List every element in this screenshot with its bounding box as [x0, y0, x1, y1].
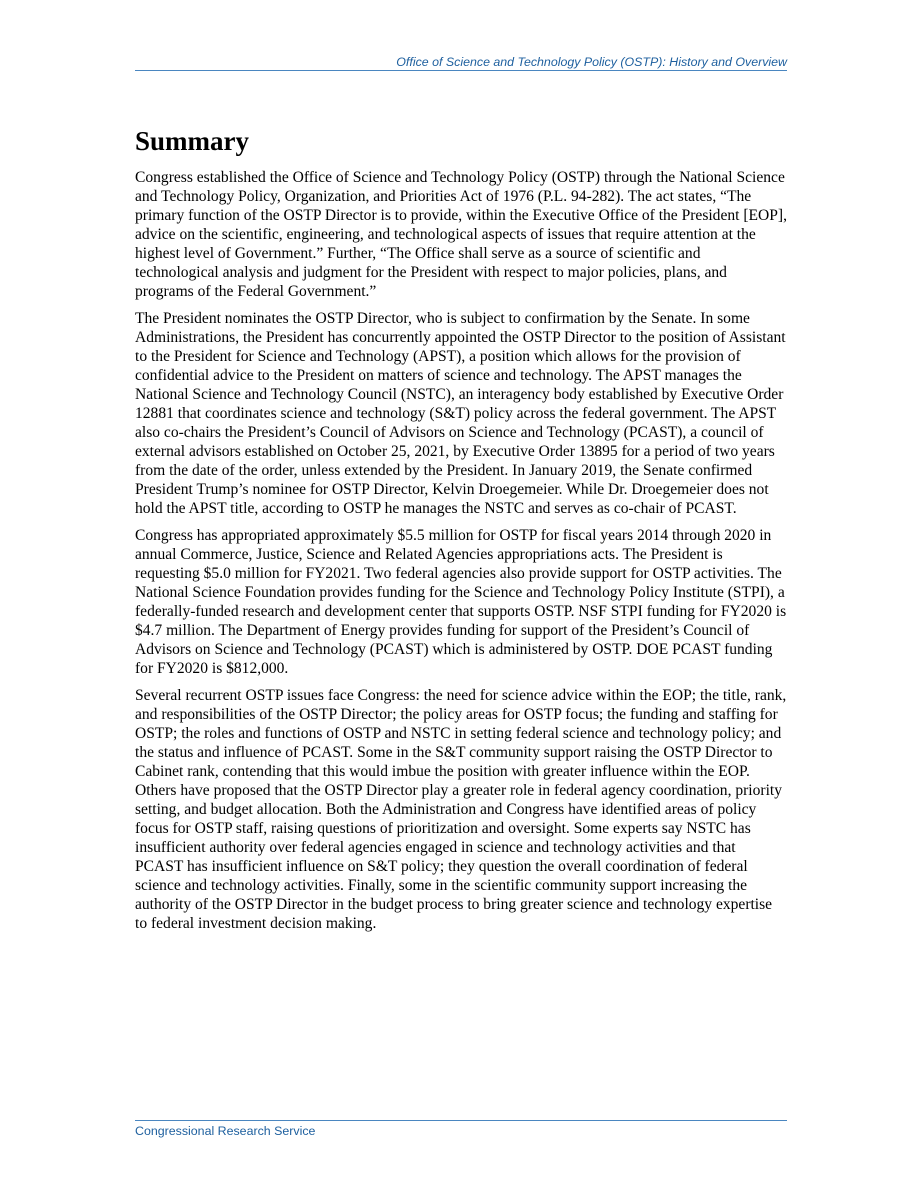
- running-footer-publisher: Congressional Research Service: [135, 1124, 316, 1138]
- header-divider: [135, 70, 787, 71]
- summary-paragraph-2: The President nominates the OSTP Director, who is subject to confirmation by the Senate. In some Administrations, the President has concurrently appointed the OSTP Director to the position of Assistant to the President for Science and Technology (APST), a position which allows for the provision of confidential advice to the President on matters of science and technology. The APST manages the National Science and Technology Council (NSTC), an interagency body established by Executive Order 12881 that coordinates science and technology (S&T) policy across the federal government. The APST also co-chairs the President’s Council of Advisors on Science and Technology (PCAST), a council of external advisors established on October 25, 2021, by Executive Order 13895 for a period of two years from the date of the order, unless extended by the President. In January 2019, the Senate confirmed President Trump’s nominee for OSTP Director, Kelvin Droegemeier. While Dr. Droegemeier does not hold the APST title, according to OSTP he manages the NSTC and serves as co-chair of PCAST.: [135, 310, 786, 517]
- footer-divider: [135, 1120, 787, 1121]
- summary-body: [135, 168, 787, 941]
- summary-paragraph-4: Several recurrent OSTP issues face Congress: the need for science advice within the EOP; the title, rank, and responsibilities of the OSTP Director; the policy areas for OSTP focus; the funding and staffing for OSTP; the roles and functions of OSTP and NSTC in setting federal science and technology policy; and the status and influence of PCAST. Some in the S&T community support raising the OSTP Director to Cabinet rank, contending that this would imbue the position with greater influence within the EOP. Others have proposed that the OSTP Director play a greater role in federal agency coordination, priority setting, and budget allocation. Both the Administration and Congress have identified areas of policy focus for OSTP staff, raising questions of prioritization and oversight. Some experts say NSTC has insufficient authority over federal agencies engaged in science and technology activities and that PCAST has insufficient influence on S&T policy; they question the overall coordination of federal science and technology activities. Finally, some in the scientific community support increasing the authority of the OSTP Director in the budget process to bring greater science and technology expertise to federal investment decision making.: [135, 687, 787, 932]
- summary-paragraph-3: Congress has appropriated approximately $5.5 million for OSTP for fiscal years 2014 through 2020 in annual Commerce, Justice, Science and Related Agencies appropriations acts. The President is requesting $5.0 million for FY2021. Two federal agencies also provide support for OSTP activities. The National Science Foundation provides funding for the Science and Technology Policy Institute (STPI), a federally-funded research and development center that supports OSTP. NSF STPI funding for FY2020 is $4.7 million. The Department of Energy provides funding for support of the President’s Council of Advisors on Science and Technology (PCAST) which is administered by OSTP. DOE PCAST funding for FY2020 is $812,000.: [135, 527, 787, 677]
- summary-paragraph-1: Congress established the Office of Science and Technology Policy (OSTP) through the National Science and Technology Policy, Organization, and Priorities Act of 1976 (P.L. 94-282). The act states, “The primary function of the OSTP Director is to provide, within the Executive Office of the President [EOP], advice on the scientific, engineering, and technological aspects of issues that require attention at the highest level of Government.” Further, “The Office shall serve as a source of scientific and technological analysis and judgment for the President with respect to major policies, plans, and programs of the Federal Government.”: [135, 169, 787, 300]
- section-heading: Summary: [135, 126, 249, 156]
- running-header-title: Office of Science and Technology Policy (OSTP): History and Overview: [396, 55, 787, 69]
